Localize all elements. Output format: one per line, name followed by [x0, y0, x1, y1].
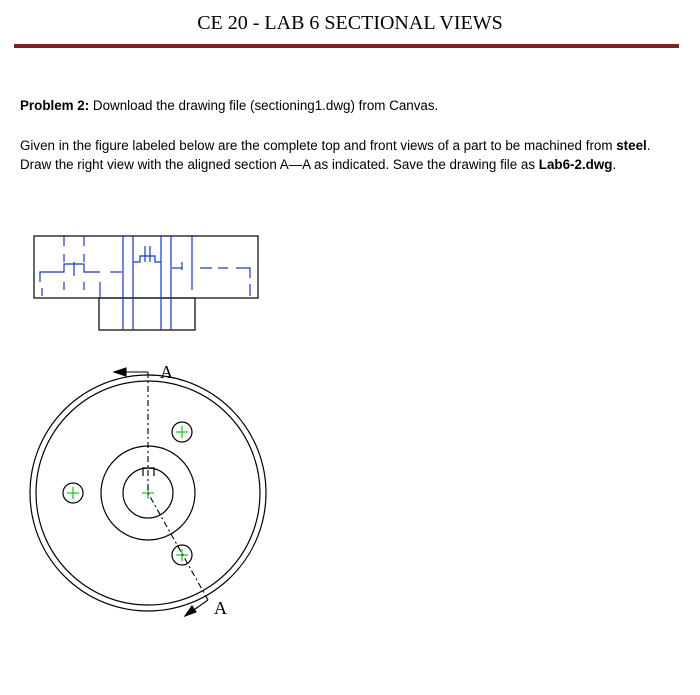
section-label-top: A	[160, 362, 173, 382]
center-marks	[67, 426, 188, 561]
instructions-part1: Given in the figure labeled below are the complete top and front views of a part to be machined from	[20, 138, 617, 153]
problem-label: Problem 2:	[20, 98, 90, 113]
technical-drawing	[0, 225, 300, 625]
header-divider	[14, 44, 679, 48]
instructions-part2: . Draw the right view with the aligned section A—A as indicated. Save the drawing file as	[20, 138, 651, 172]
output-filename: Lab6-2.dwg	[538, 157, 613, 172]
problem-text: Download the drawing file (sectioning1.dwg) from Canvas.	[89, 98, 439, 113]
cutting-plane-line	[114, 368, 208, 616]
front-view-hub	[99, 298, 195, 330]
front-view-hidden-lines	[40, 236, 250, 330]
instructions-part3: .	[612, 157, 617, 172]
front-view-outline	[34, 236, 258, 298]
page-title: CE 20 - LAB 6 SECTIONAL VIEWS	[197, 12, 503, 34]
problem-statement	[20, 96, 438, 115]
section-label-bottom: A	[214, 598, 227, 618]
material-name: steel	[616, 138, 647, 153]
instructions-paragraph	[20, 136, 660, 174]
front-view	[34, 236, 258, 330]
